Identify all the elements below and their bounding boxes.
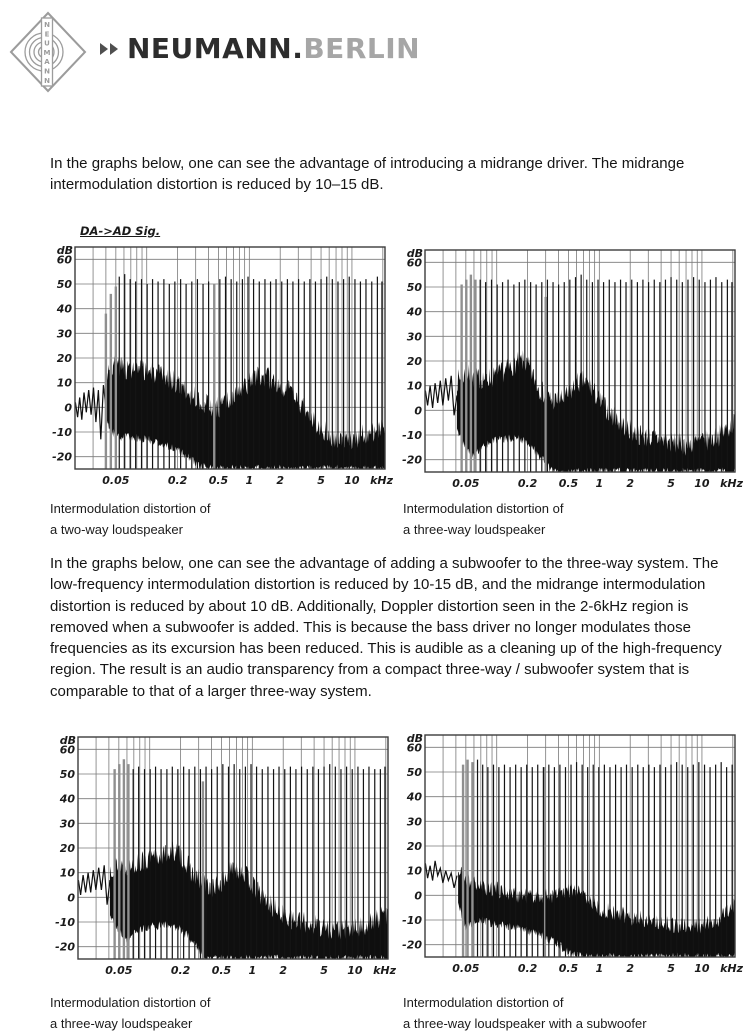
svg-text:10: 10 — [406, 379, 422, 393]
svg-text:5: 5 — [320, 964, 328, 977]
svg-text:30: 30 — [406, 330, 422, 344]
spectrum-chart-three-way-top — [395, 240, 745, 492]
svg-text:40: 40 — [406, 790, 422, 804]
svg-text:1: 1 — [245, 474, 254, 487]
svg-text:0.5: 0.5 — [558, 477, 579, 490]
caption-three-way-top — [403, 499, 703, 541]
caption-three-way-subwoofer — [403, 993, 703, 1031]
svg-text:0: 0 — [67, 891, 75, 905]
svg-text:0.05: 0.05 — [452, 477, 480, 490]
svg-text:60: 60 — [406, 741, 422, 755]
svg-text:20: 20 — [56, 352, 72, 365]
caption-line: Intermodulation distortion of — [50, 501, 211, 516]
svg-text:kHz: kHz — [373, 964, 396, 977]
svg-text:U: U — [44, 39, 50, 48]
svg-text:M: M — [43, 48, 51, 57]
svg-text:0.2: 0.2 — [170, 964, 191, 977]
svg-text:30: 30 — [406, 815, 422, 829]
svg-text:0: 0 — [414, 404, 422, 418]
svg-text:10: 10 — [59, 866, 75, 880]
svg-text:-10: -10 — [52, 426, 72, 439]
svg-text:0.05: 0.05 — [105, 964, 133, 977]
svg-text:40: 40 — [56, 302, 72, 316]
svg-text:50: 50 — [59, 768, 75, 781]
spectrum-chart-three-way-bottom — [48, 727, 398, 979]
svg-text:0.2: 0.2 — [167, 474, 188, 487]
caption-line: Intermodulation distortion of — [403, 995, 564, 1010]
svg-text:kHz: kHz — [720, 477, 743, 490]
caption-two-way — [50, 499, 350, 541]
svg-text:40: 40 — [59, 792, 75, 806]
svg-text:5: 5 — [667, 962, 675, 975]
svg-text:5: 5 — [667, 477, 675, 490]
double-chevron-icon — [100, 42, 122, 56]
svg-text:20: 20 — [406, 355, 422, 368]
svg-text:0: 0 — [64, 401, 72, 415]
svg-text:10: 10 — [344, 474, 360, 487]
svg-text:A: A — [44, 58, 50, 67]
caption-line: Intermodulation distortion of — [403, 501, 564, 516]
svg-text:10: 10 — [406, 864, 422, 878]
caption-line: Intermodulation distortion of — [50, 995, 211, 1010]
svg-text:N: N — [44, 67, 50, 76]
svg-text:50: 50 — [406, 766, 422, 779]
svg-text:40: 40 — [406, 305, 422, 319]
svg-text:0.5: 0.5 — [558, 962, 579, 975]
svg-text:N: N — [44, 21, 50, 29]
svg-text:0.5: 0.5 — [211, 964, 232, 977]
svg-text:-20: -20 — [402, 453, 422, 467]
svg-text:60: 60 — [59, 743, 75, 757]
svg-text:0.05: 0.05 — [102, 474, 130, 487]
svg-text:dB: dB — [56, 244, 73, 257]
caption-line: a three-way loudspeaker — [403, 521, 546, 537]
svg-text:0.2: 0.2 — [517, 477, 538, 490]
wordmark-neumann: NEUMANN. — [127, 32, 304, 65]
svg-text:2: 2 — [626, 962, 635, 975]
svg-text:-20: -20 — [52, 450, 72, 464]
svg-text:0.05: 0.05 — [452, 962, 480, 975]
svg-text:-10: -10 — [402, 429, 422, 442]
spectrum-chart-two-way — [45, 237, 395, 489]
svg-text:60: 60 — [406, 256, 422, 270]
svg-text:N: N — [44, 76, 50, 85]
caption-three-way-bottom — [50, 993, 350, 1031]
svg-text:10: 10 — [347, 964, 363, 977]
svg-text:0: 0 — [414, 889, 422, 903]
wordmark-berlin: BERLIN — [303, 32, 421, 65]
svg-text:30: 30 — [59, 817, 75, 831]
svg-text:dB: dB — [59, 734, 76, 747]
svg-text:E: E — [44, 30, 50, 39]
svg-text:2: 2 — [279, 964, 288, 977]
svg-text:-20: -20 — [402, 938, 422, 952]
svg-text:10: 10 — [694, 477, 710, 490]
svg-text:1: 1 — [595, 477, 604, 490]
intro-paragraph: In the graphs below, one can see the advantage of introducing a midrange driver. The midrange intermodulation distortion is reduced by 10–15 dB. — [50, 155, 685, 194]
svg-text:20: 20 — [59, 842, 75, 855]
chart1-signal-label: DA->AD Sig. — [80, 224, 161, 238]
svg-text:-10: -10 — [55, 916, 75, 929]
caption-line: a three-way loudspeaker — [50, 1015, 193, 1031]
svg-text:5: 5 — [317, 474, 325, 487]
svg-text:-10: -10 — [402, 914, 422, 927]
caption-line: a three-way loudspeaker with a subwoofer — [403, 1015, 647, 1031]
svg-text:30: 30 — [56, 327, 72, 341]
svg-text:1: 1 — [595, 962, 604, 975]
svg-text:0.5: 0.5 — [208, 474, 229, 487]
svg-text:dB: dB — [406, 247, 423, 260]
svg-text:dB: dB — [406, 732, 423, 745]
svg-text:10: 10 — [56, 376, 72, 390]
svg-text:1: 1 — [248, 964, 257, 977]
svg-text:60: 60 — [56, 253, 72, 267]
svg-text:50: 50 — [406, 281, 422, 294]
svg-text:10: 10 — [694, 962, 710, 975]
spectrum-chart-three-way-subwoofer — [395, 725, 745, 977]
neumann-diamond-logo-icon — [8, 8, 88, 94]
svg-text:-20: -20 — [55, 940, 75, 954]
caption-line: a two-way loudspeaker — [50, 521, 183, 537]
svg-text:0.2: 0.2 — [517, 962, 538, 975]
brand-wordmark — [127, 32, 420, 65]
svg-text:2: 2 — [276, 474, 285, 487]
svg-text:kHz: kHz — [370, 474, 393, 487]
svg-text:kHz: kHz — [720, 962, 743, 975]
svg-text:20: 20 — [406, 840, 422, 853]
svg-text:2: 2 — [626, 477, 635, 490]
subwoofer-paragraph: In the graphs below, one can see the advantage of adding a subwoofer to the three-way system. The low-frequency intermodulation distortion is reduced by 10-15 dB, and the midrange intermodulation distortion is reduced by about 10 dB. Additionally, Doppler distortion seen in the 2-6kHz region is removed when a subwoofer is added. This is because the bass driver no longer modulates those frequencies as its excursion has been reduced. This is audible as a cleaning up of the high-frequency region. The result is an audio transparency from a compact three-way / subwoofer system that is comparable to that of a larger three-way system. — [50, 555, 722, 700]
svg-text:50: 50 — [56, 278, 72, 291]
